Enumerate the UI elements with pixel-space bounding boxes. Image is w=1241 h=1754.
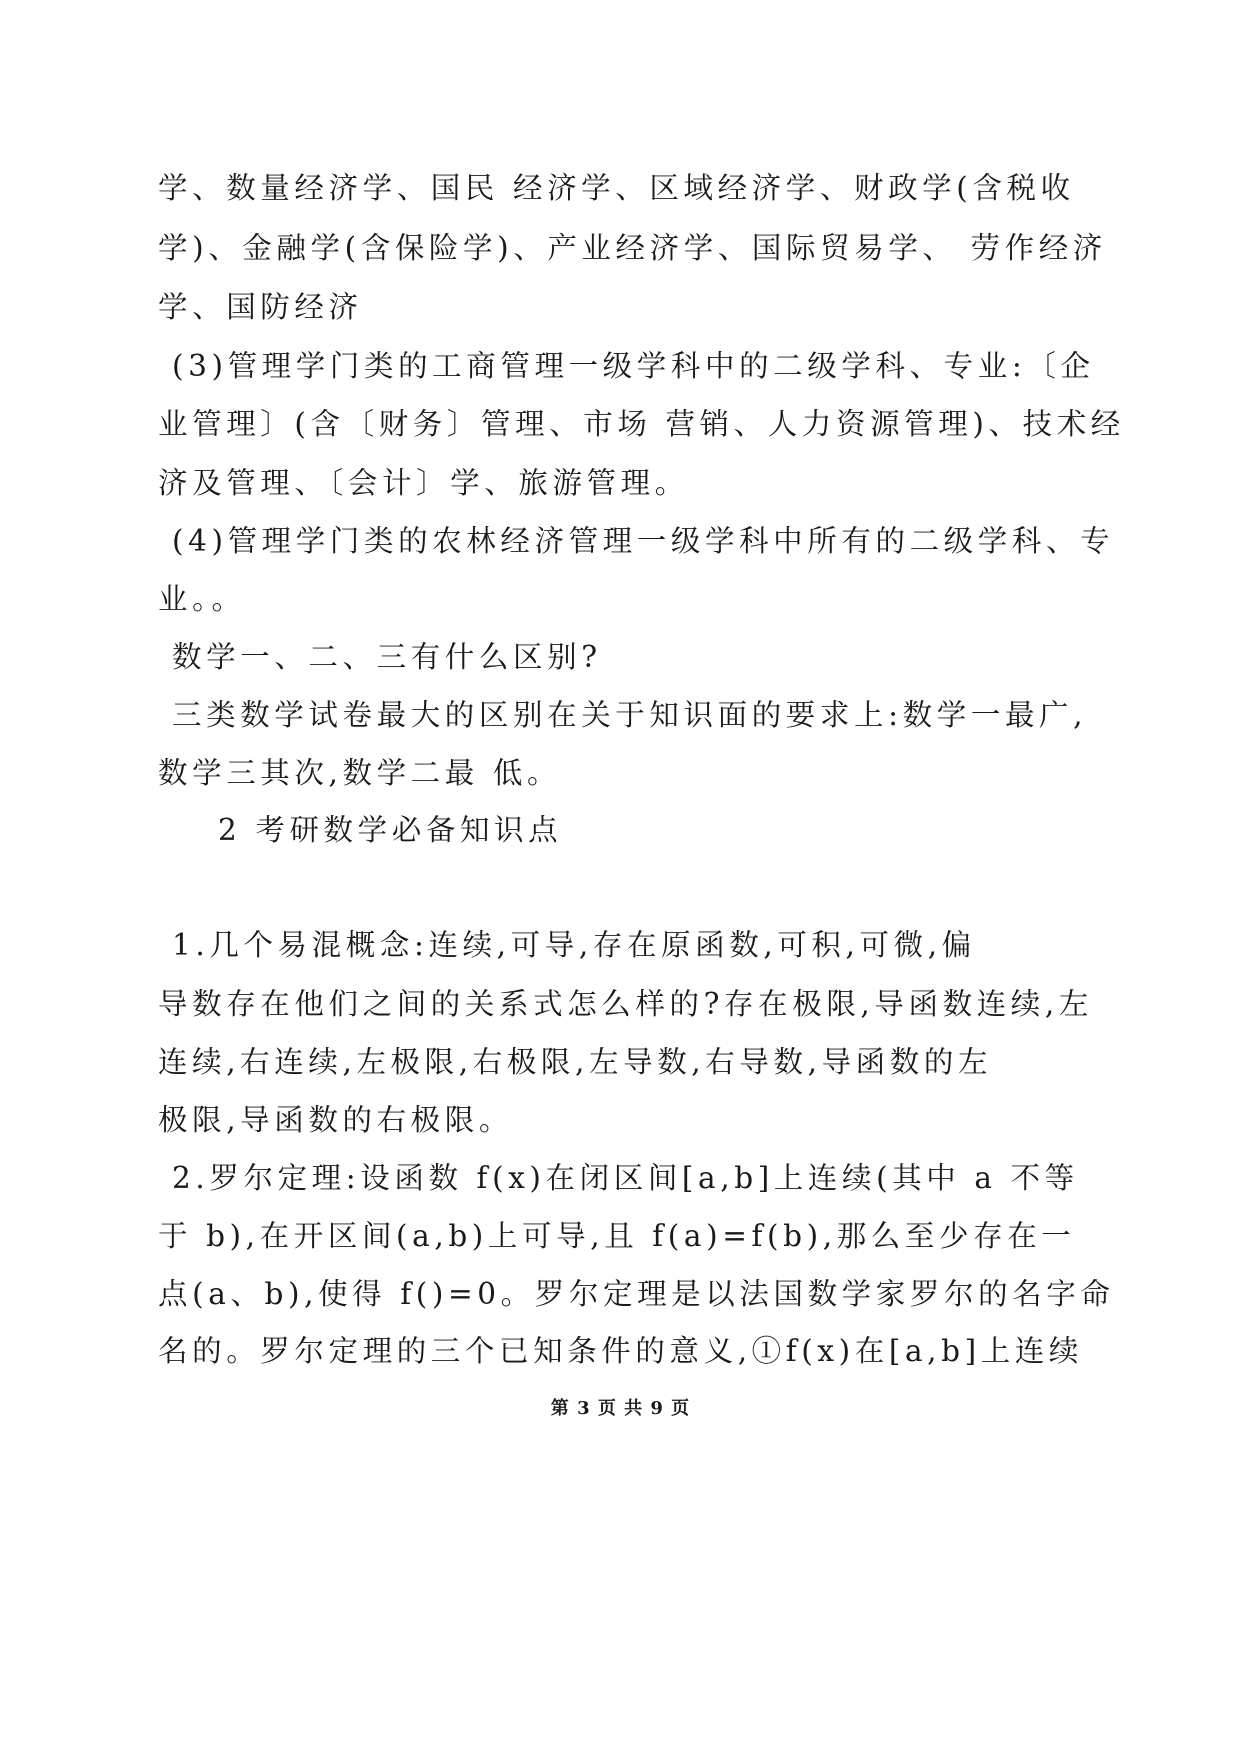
text-line: 连续,右连续,左极限,右极限,左导数,右导数,导函数的左 [158, 1045, 993, 1079]
text-line: 点(a、b),使得 f()=0。罗尔定理是以法国数学家罗尔的名字命 [158, 1277, 1115, 1311]
text-line: 导数存在他们之间的关系式怎么样的?存在极限,导函数连续,左 [158, 987, 1093, 1021]
text-line: 业。。 [158, 582, 246, 616]
section-heading: 2 考研数学必备知识点 [218, 813, 563, 847]
text-line: 学)、金融学(含保险学)、产业经济学、国际贸易学、 劳作经济 [158, 231, 1107, 265]
text-line: 济及管理、〔会计〕学、旅游管理。 [158, 466, 689, 500]
text-line: 业管理〕(含〔财务〕管理、市场 营销、人力资源管理)、技术经 [158, 407, 1125, 441]
text-line: (3)管理学门类的工商管理一级学科中的二级学科、专业:〔企 [172, 349, 1095, 383]
text-line: 2.罗尔定理:设函数 f(x)在闭区间[a,b]上连续(其中 a 不等 [172, 1161, 1079, 1195]
text-line: (4)管理学门类的农林经济管理一级学科中所有的二级学科、专 [172, 524, 1115, 558]
text-line: 极限,导函数的右极限。 [158, 1103, 513, 1137]
text-line: 学、国防经济 [158, 290, 363, 324]
text-line: 三类数学试卷最大的区别在关于知识面的要求上:数学一最广, [172, 698, 1088, 732]
section-heading: 数学一、二、三有什么区别? [172, 640, 602, 674]
text-line: 1.几个易混概念:连续,可导,存在原函数,可积,可微,偏 [172, 928, 976, 962]
page-footer: 第 3 页 共 9 页 [550, 1398, 691, 1419]
text-line: 学、数量经济学、国民 经济学、区域经济学、财政学(含税收 [158, 171, 1075, 205]
text-line: 名的。罗尔定理的三个已知条件的意义,①f(x)在[a,b]上连续 [158, 1334, 1084, 1368]
text-line: 数学三其次,数学二最 低。 [158, 756, 562, 790]
text-line: 于 b),在开区间(a,b)上可导,且 f(a)=f(b),那么至少存在一 [158, 1219, 1076, 1253]
